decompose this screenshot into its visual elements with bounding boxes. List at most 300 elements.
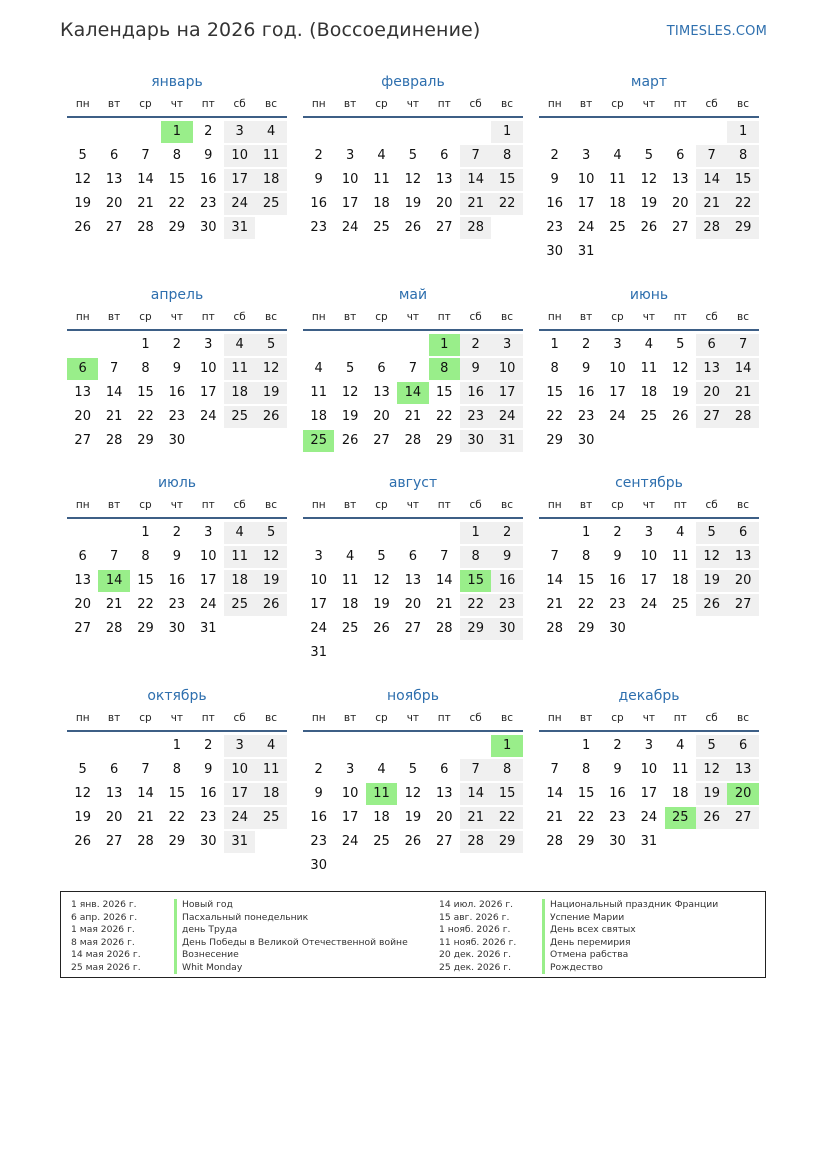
day-cell: 10 — [341, 172, 359, 187]
day-cell: 9 — [172, 361, 182, 376]
day-cell: 13 — [74, 573, 91, 588]
weekday-label: пн — [311, 499, 326, 511]
weekday-header — [67, 710, 287, 726]
holiday-day-cell: 25 — [303, 430, 334, 452]
day-cell: 9 — [172, 549, 182, 564]
holiday-day-cell: 6 — [67, 358, 98, 380]
day-cell: 9 — [613, 762, 622, 777]
day-cell: 15 — [546, 385, 563, 400]
day-cell: 3 — [613, 337, 622, 352]
day-cell: 10 — [640, 549, 658, 564]
holiday-date: 1 мая 2026 г. — [71, 924, 135, 935]
day-cell: 23 — [168, 597, 186, 612]
weekday-label: пт — [673, 311, 687, 323]
holiday-day-cell: 11 — [366, 783, 397, 805]
day-cell: 3 — [491, 334, 522, 356]
month-name: декабрь — [618, 688, 680, 704]
holiday-name: День Победы в Великой Отечественной войне — [174, 937, 408, 950]
day-cell: 29 — [168, 834, 186, 849]
weekday-label: вт — [343, 311, 357, 323]
day-cell: 13 — [672, 172, 689, 187]
day-cell: 10 — [491, 358, 522, 380]
day-cell: 19 — [74, 196, 91, 211]
holiday-date: 1 янв. 2026 г. — [71, 899, 137, 910]
day-cell: 19 — [74, 810, 91, 825]
day-cell: 11 — [640, 361, 658, 376]
holiday-name: Отмена рабства — [542, 949, 628, 962]
weekday-label: пт — [673, 98, 687, 110]
weekday-label: вс — [265, 499, 278, 511]
day-cell: 3 — [314, 549, 323, 564]
day-cell: 9 — [204, 762, 213, 777]
day-cell: 4 — [224, 522, 255, 544]
weekday-label: ср — [139, 98, 152, 110]
day-cell: 1 — [141, 525, 150, 540]
day-cell: 20 — [74, 409, 91, 424]
day-cell: 30 — [460, 430, 491, 452]
day-cell: 19 — [373, 597, 390, 612]
header-divider — [67, 116, 287, 118]
day-cell: 17 — [200, 573, 217, 588]
weekday-label: вс — [737, 98, 750, 110]
day-cell: 28 — [460, 831, 491, 853]
holiday-legend — [60, 891, 766, 978]
month-name: август — [388, 475, 438, 491]
day-cell: 13 — [404, 573, 422, 588]
day-cell: 20 — [105, 196, 123, 211]
day-cell: 26 — [404, 834, 422, 849]
day-cell: 22 — [168, 196, 186, 211]
day-cell: 5 — [377, 549, 386, 564]
holiday-date: 14 мая 2026 г. — [71, 949, 141, 960]
holiday-entry — [61, 912, 408, 925]
weekday-label: вт — [343, 98, 357, 110]
weekday-label: чт — [642, 712, 656, 724]
weekday-label: сб — [469, 311, 482, 323]
holiday-day-cell: 1 — [161, 121, 192, 143]
weekday-label: пт — [201, 712, 215, 724]
day-cell: 26 — [672, 409, 689, 424]
day-cell: 18 — [255, 783, 286, 805]
day-cell: 16 — [577, 385, 595, 400]
day-cell: 9 — [550, 172, 559, 187]
day-cell: 3 — [204, 337, 213, 352]
day-cell: 16 — [168, 385, 186, 400]
day-cell: 16 — [609, 786, 626, 801]
holiday-entry — [429, 962, 718, 975]
day-cell: 23 — [609, 597, 626, 612]
day-cell: 15 — [168, 172, 186, 187]
weekday-label: сб — [705, 98, 718, 110]
day-cell: 3 — [345, 148, 355, 163]
day-cell: 9 — [613, 549, 622, 564]
day-cell: 17 — [341, 810, 359, 825]
day-cell: 30 — [609, 621, 626, 636]
weekday-label: сб — [233, 98, 246, 110]
day-cell: 7 — [109, 549, 119, 564]
day-cell: 17 — [640, 573, 658, 588]
weekday-label: пн — [75, 311, 90, 323]
day-cell: 18 — [672, 786, 689, 801]
day-cell: 29 — [577, 834, 595, 849]
weekday-header — [539, 309, 759, 325]
day-cell: 5 — [78, 148, 87, 163]
day-cell: 5 — [408, 762, 418, 777]
weekday-label: сб — [233, 499, 246, 511]
day-cell: 25 — [672, 597, 689, 612]
month-name: сентябрь — [615, 475, 683, 491]
day-cell: 10 — [200, 361, 217, 376]
weekday-label: пт — [201, 499, 215, 511]
header-divider — [303, 329, 523, 331]
month-2 — [303, 73, 523, 240]
day-cell: 16 — [460, 382, 491, 404]
day-cell: 12 — [255, 546, 286, 568]
day-cell: 21 — [436, 597, 453, 612]
day-cell: 26 — [255, 594, 286, 616]
day-cell: 22 — [577, 597, 595, 612]
weekday-label: вс — [501, 98, 514, 110]
day-cell: 13 — [727, 759, 758, 781]
month-name: апрель — [150, 287, 204, 303]
month-7 — [67, 474, 287, 641]
holiday-day-cell: 15 — [460, 570, 491, 592]
holiday-entry — [429, 912, 718, 925]
holiday-date: 6 апр. 2026 г. — [71, 911, 138, 923]
day-cell: 31 — [577, 244, 595, 259]
day-cell: 31 — [200, 621, 217, 636]
day-cell: 7 — [440, 549, 449, 564]
day-cell: 26 — [74, 220, 91, 235]
weekday-label: сб — [233, 712, 246, 724]
day-cell: 25 — [255, 193, 286, 215]
day-cell: 20 — [373, 409, 390, 424]
day-cell: 15 — [436, 385, 453, 400]
day-cell: 3 — [204, 525, 213, 540]
day-cell: 5 — [644, 148, 654, 163]
weekday-label: пн — [547, 712, 562, 724]
day-cell: 2 — [314, 148, 323, 163]
day-cell: 2 — [460, 334, 491, 356]
day-cell: 18 — [224, 382, 255, 404]
day-cell: 24 — [200, 597, 217, 612]
holiday-date: 25 дек. 2026 г. — [439, 961, 512, 973]
day-cell: 28 — [137, 220, 154, 235]
holiday-name: Рождество — [542, 962, 603, 975]
day-cell: 15 — [491, 169, 522, 191]
day-cell: 13 — [373, 385, 390, 400]
weekday-label: чт — [406, 98, 420, 110]
weekday-header — [303, 710, 523, 726]
day-cell: 11 — [310, 385, 327, 400]
day-cell: 19 — [404, 810, 422, 825]
day-cell: 16 — [200, 172, 217, 187]
month-name: май — [398, 287, 428, 303]
day-cell: 21 — [137, 196, 154, 211]
day-cell: 30 — [168, 621, 186, 636]
day-cell: 6 — [727, 522, 758, 544]
weekday-label: ср — [139, 311, 152, 323]
holiday-day-cell: 20 — [727, 783, 758, 805]
weekday-label: ср — [611, 311, 624, 323]
day-cell: 31 — [310, 645, 327, 660]
day-cell: 11 — [341, 573, 359, 588]
day-cell: 28 — [404, 433, 422, 448]
day-cell: 20 — [696, 382, 727, 404]
day-cell: 4 — [377, 148, 386, 163]
day-cell: 27 — [105, 220, 123, 235]
weekday-label: чт — [406, 499, 420, 511]
day-cell: 25 — [373, 220, 390, 235]
weekday-label: вс — [737, 712, 750, 724]
day-cell: 1 — [581, 738, 591, 753]
day-cell: 7 — [460, 759, 491, 781]
day-cell: 23 — [310, 220, 327, 235]
day-cell: 29 — [436, 433, 453, 448]
day-cell: 19 — [696, 570, 727, 592]
day-cell: 23 — [491, 594, 522, 616]
holiday-name: Новый год — [174, 899, 233, 912]
day-cell: 22 — [491, 193, 522, 215]
day-cell: 2 — [613, 738, 622, 753]
day-cell: 1 — [581, 525, 591, 540]
weekday-label: вс — [501, 311, 514, 323]
day-cell: 23 — [200, 196, 217, 211]
day-cell: 14 — [727, 358, 758, 380]
weekday-label: пн — [311, 712, 326, 724]
header-divider — [303, 116, 523, 118]
day-cell: 8 — [550, 361, 559, 376]
holiday-entry — [429, 937, 718, 950]
holiday-entry — [61, 962, 408, 975]
day-cell: 2 — [204, 738, 213, 753]
day-cell: 31 — [640, 834, 658, 849]
day-cell: 26 — [696, 807, 727, 829]
month-name: июль — [157, 475, 197, 491]
holiday-entry — [429, 899, 718, 912]
day-cell: 8 — [172, 762, 182, 777]
weekday-label: ср — [139, 499, 152, 511]
day-cell: 25 — [224, 594, 255, 616]
day-cell: 29 — [460, 618, 491, 640]
day-cell: 13 — [436, 786, 453, 801]
weekday-header — [303, 497, 523, 513]
day-cell: 27 — [74, 433, 91, 448]
day-cell: 4 — [255, 121, 286, 143]
day-cell: 24 — [200, 409, 217, 424]
day-cell: 6 — [78, 549, 87, 564]
weekday-label: ср — [611, 712, 624, 724]
site-link[interactable]: TIMESLES.COM — [666, 24, 767, 39]
day-cell: 25 — [373, 834, 390, 849]
day-cell: 6 — [727, 735, 758, 757]
day-cell: 23 — [310, 834, 327, 849]
weekday-label: чт — [406, 712, 420, 724]
day-cell: 18 — [672, 573, 689, 588]
day-cell: 22 — [436, 409, 453, 424]
day-cell: 13 — [74, 385, 91, 400]
day-cell: 10 — [640, 762, 658, 777]
day-cell: 5 — [408, 148, 418, 163]
header-divider — [539, 116, 759, 118]
weekday-label: чт — [406, 311, 420, 323]
day-cell: 2 — [550, 148, 559, 163]
holiday-date: 14 июл. 2026 г. — [439, 899, 514, 910]
day-cell: 3 — [224, 121, 255, 143]
day-cell: 14 — [546, 786, 563, 801]
weekday-label: ср — [611, 499, 624, 511]
day-cell: 18 — [224, 570, 255, 592]
day-cell: 25 — [224, 406, 255, 428]
day-cell: 18 — [373, 810, 390, 825]
holiday-name: Вознесение — [174, 949, 239, 962]
day-cell: 16 — [546, 196, 563, 211]
day-cell: 10 — [577, 172, 595, 187]
day-cell: 26 — [74, 834, 91, 849]
month-name: март — [630, 74, 668, 90]
day-cell: 6 — [440, 148, 449, 163]
month-name: июнь — [629, 287, 669, 303]
month-name: февраль — [381, 74, 445, 90]
month-5 — [303, 286, 523, 453]
weekday-label: ср — [611, 98, 624, 110]
weekday-label: пн — [75, 712, 90, 724]
day-cell: 1 — [550, 337, 559, 352]
day-cell: 1 — [172, 738, 182, 753]
day-cell: 24 — [224, 193, 255, 215]
header-divider — [67, 329, 287, 331]
day-cell: 10 — [609, 361, 626, 376]
day-cell: 3 — [644, 738, 654, 753]
holiday-entry — [429, 924, 718, 937]
day-cell: 25 — [640, 409, 658, 424]
day-cell: 17 — [609, 385, 626, 400]
day-cell: 27 — [404, 621, 422, 636]
day-cell: 28 — [546, 621, 563, 636]
day-cell: 2 — [204, 124, 213, 139]
day-cell: 20 — [436, 196, 453, 211]
day-cell: 24 — [609, 409, 626, 424]
day-cell: 21 — [105, 409, 123, 424]
day-cell: 24 — [640, 597, 658, 612]
holiday-entry — [61, 924, 408, 937]
day-cell: 15 — [491, 783, 522, 805]
day-cell: 16 — [200, 786, 217, 801]
day-cell: 22 — [491, 807, 522, 829]
day-cell: 11 — [255, 759, 286, 781]
weekday-header — [67, 96, 287, 112]
day-cell: 16 — [310, 810, 327, 825]
day-cell: 6 — [696, 334, 727, 356]
day-cell: 29 — [727, 217, 758, 239]
month-1 — [67, 73, 287, 240]
day-cell: 11 — [609, 172, 626, 187]
day-cell: 27 — [436, 220, 453, 235]
day-cell: 7 — [141, 148, 150, 163]
day-cell: 7 — [727, 334, 758, 356]
day-cell: 23 — [546, 220, 563, 235]
day-cell: 19 — [341, 409, 359, 424]
holiday-date: 15 авг. 2026 г. — [439, 911, 510, 923]
day-cell: 4 — [644, 337, 654, 352]
holiday-entry — [61, 949, 408, 962]
day-cell: 4 — [314, 361, 323, 376]
day-cell: 7 — [696, 145, 727, 167]
day-grid — [539, 120, 759, 264]
day-cell: 2 — [172, 337, 182, 352]
day-cell: 8 — [581, 549, 591, 564]
day-cell: 2 — [491, 522, 522, 544]
day-cell: 15 — [168, 786, 186, 801]
day-cell: 1 — [141, 337, 150, 352]
month-6 — [539, 286, 759, 453]
day-cell: 22 — [137, 597, 154, 612]
day-cell: 9 — [460, 358, 491, 380]
day-cell: 20 — [105, 810, 123, 825]
day-cell: 23 — [460, 406, 491, 428]
day-cell: 30 — [546, 244, 563, 259]
day-cell: 4 — [345, 549, 355, 564]
day-cell: 26 — [640, 220, 658, 235]
day-cell: 29 — [168, 220, 186, 235]
weekday-label: вт — [107, 712, 121, 724]
day-cell: 14 — [460, 783, 491, 805]
weekday-label: вс — [265, 98, 278, 110]
day-cell: 26 — [255, 406, 286, 428]
day-cell: 8 — [172, 148, 182, 163]
day-cell: 6 — [408, 549, 418, 564]
day-cell: 10 — [341, 786, 359, 801]
weekday-label: пт — [201, 98, 215, 110]
weekday-label: сб — [469, 499, 482, 511]
day-cell: 30 — [168, 433, 186, 448]
day-cell: 27 — [696, 406, 727, 428]
day-cell: 29 — [137, 621, 154, 636]
day-cell: 7 — [141, 762, 150, 777]
day-grid — [303, 120, 523, 240]
day-cell: 22 — [577, 810, 595, 825]
day-cell: 7 — [408, 361, 418, 376]
day-cell: 29 — [491, 831, 522, 853]
day-cell: 21 — [460, 807, 491, 829]
day-cell: 15 — [727, 169, 758, 191]
day-cell: 17 — [224, 783, 255, 805]
day-cell: 27 — [373, 433, 390, 448]
day-cell: 22 — [168, 810, 186, 825]
day-cell: 5 — [676, 337, 685, 352]
day-cell: 7 — [550, 762, 559, 777]
weekday-label: ср — [375, 712, 388, 724]
day-cell: 4 — [255, 735, 286, 757]
holiday-entry — [61, 899, 408, 912]
day-cell: 26 — [404, 220, 422, 235]
day-cell: 19 — [404, 196, 422, 211]
header-divider — [303, 730, 523, 732]
day-cell: 16 — [609, 573, 626, 588]
day-cell: 1 — [491, 121, 522, 143]
day-cell: 31 — [224, 831, 255, 853]
day-grid — [67, 333, 287, 453]
day-cell: 19 — [255, 382, 286, 404]
weekday-label: пн — [75, 499, 90, 511]
day-cell: 6 — [676, 148, 685, 163]
day-cell: 21 — [460, 193, 491, 215]
day-cell: 21 — [404, 409, 422, 424]
day-grid — [67, 521, 287, 641]
day-cell: 17 — [341, 196, 359, 211]
day-cell: 25 — [341, 621, 359, 636]
day-cell: 19 — [696, 783, 727, 805]
